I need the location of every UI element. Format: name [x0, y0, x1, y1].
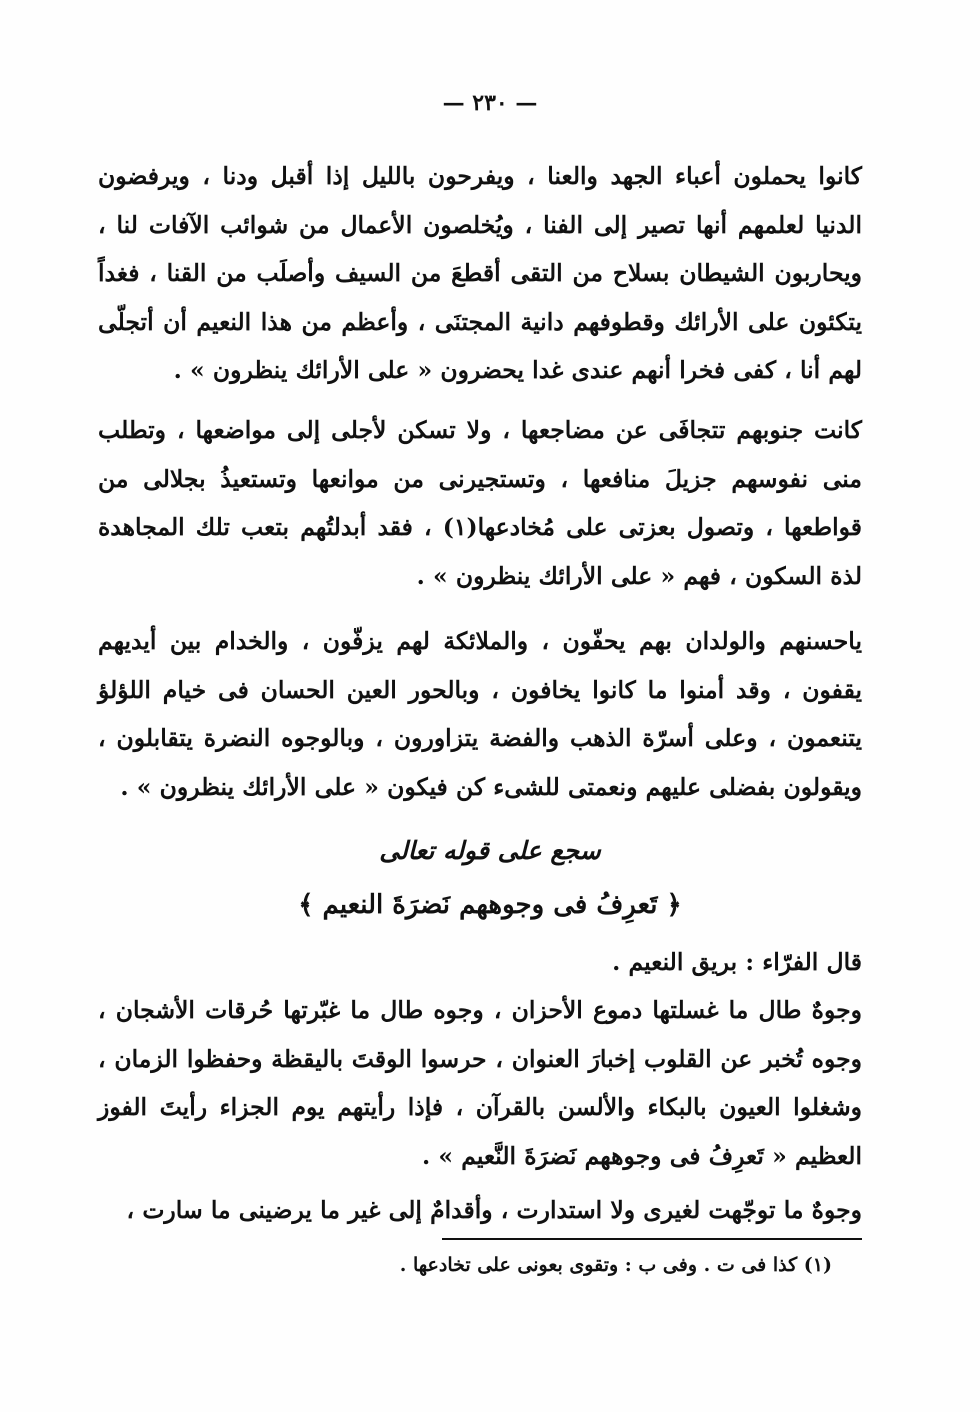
footnote-divider — [442, 1238, 862, 1240]
paragraph-5: وجوهٌ طال ما غسلتها دموع الأحزان ، وجوه طال ما غبّرتها حُرقات الأشجان ، وجوه تُخبر عن القلوب إخبارَ العنوان ، حرسوا الوقتَ باليقظة وحفظوا الزمان ، وشغلوا العيون بالبكاء والألسن بالقرآن ، فإذا رأيتهم يوم الجزاء رأيتَ الفوز العظيم « تَعرِفُ فى وجوههم نَضرَةَ النَّعيم » . — [98, 996, 862, 1170]
section-heading: سجع على قوله تعالى — [379, 836, 601, 865]
paragraph-3: ياحسنهم والولدان بهم يحفّون ، والملائكة لهم يزفّون ، والخدام بين أيديهم يقفون ، وقد أمنوا ما كانوا يخافون ، وبالحور العين الحسان فى خيام اللؤلؤ يتنعمون ، وعلى أسرّة الذهب والفضة يتزاورون ، وبالوجوه النضرة يتقابلون ، ويقولون بفضلى عليهم ونعمتى للشىء كن فيكون « على الأرائك ينظرون » . — [98, 627, 862, 801]
footnote: (١) كذا فى ت . وفى ب : وتقوى بعونى على تخادعها . — [399, 1254, 832, 1276]
page-number: — ٢٣٠ — — [442, 90, 538, 116]
paragraph-4: قال الفرّاء : بريق النعيم . — [612, 948, 862, 976]
paragraph-2: كانت جنوبهم تتجافَى عن مضاجعها ، ولا تسكن لأجلى إلى مواضعها ، وتطلب منى نفوسهم جزيلَ منافعها ، وتستجيرنى من موانعها وتستعيذُ بجلالى من قواطعها ، وتصول بعزتى على مُخادعها(١) ، فقد أبدلتُهم بتعب تلك المجاهدة لذة السكون ، فهم « على الأرائك ينظرون » . — [98, 416, 862, 590]
quran-verse-heading: ﴿ تَعرِفُ فى وجوههم نَضرَةَ النعيم ﴾ — [298, 890, 682, 920]
paragraph-1: كانوا يحملون أعباء الجهد والعنا ، ويفرحون بالليل إذا أقبل ودنا ، ويرفضون الدنيا لعلمهم أنها تصير إلى الفنا ، ويُخلصون الأعمال من شوائب الآفات لنا ، ويحاربون الشيطان بسلاح من التقى أقطعَ من السيف وأصلَب من القنا ، فغداً يتكئون على الأرائك وقطوفهم دانية المجتنَى ، وأعظم من هذا النعيم أن أتجلّى لهم أنا ، كفى فخرا أنهم عندى غدا يحضرون « على الأرائك ينظرون » . — [98, 162, 862, 384]
paragraph-6: وجوهٌ ما توجّهت لغيرى ولا استدارت ، وأقدامٌ إلى غير ما يرضينى ما سارت ، — [126, 1196, 862, 1224]
